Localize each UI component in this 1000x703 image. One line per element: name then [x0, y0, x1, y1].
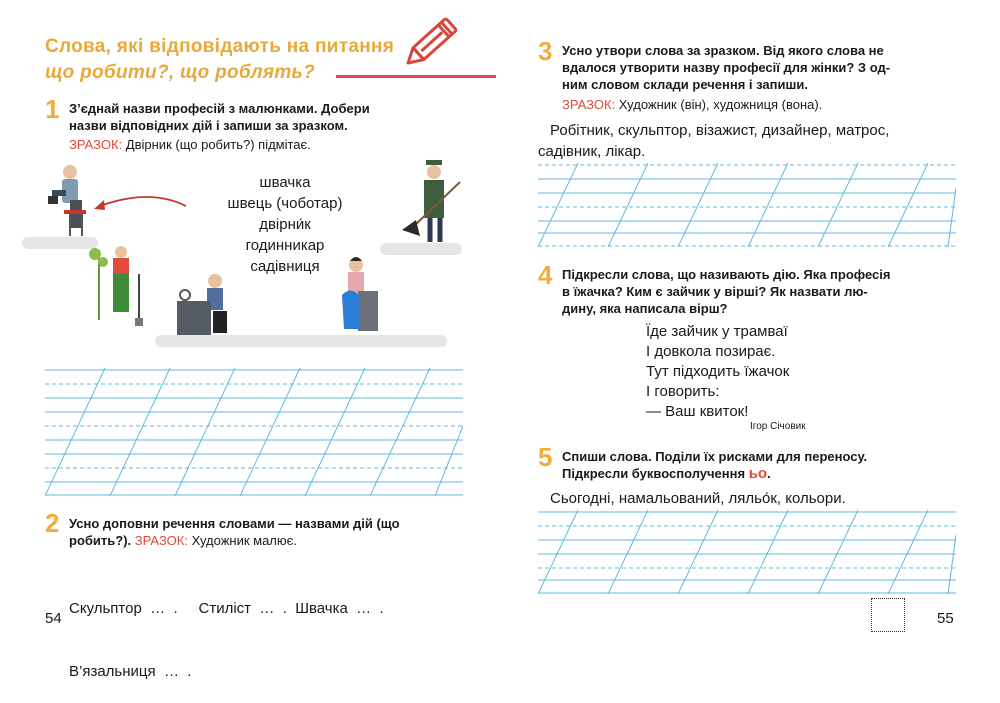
- task-5-line-2: Підкресли буквосполучення: [562, 466, 749, 481]
- task-3-words-line-1: Робітник, скульптор, візажист, дизайнер, матрос,: [550, 122, 890, 139]
- ground-platform: [380, 243, 462, 255]
- task-1-sample: [69, 136, 311, 153]
- page-number-right: 55: [937, 610, 954, 627]
- word-item: садівниця: [250, 258, 320, 275]
- task-4-line-3: дину, яка написала вірш?: [562, 301, 728, 316]
- title-line-1: Слова, які відповідають на питання: [45, 36, 395, 57]
- task-3-line-1: Усно утвори слова за зразком. Від якого слова не: [562, 43, 884, 58]
- task-3-line-3: ним словом склади речення і запиши.: [562, 77, 808, 92]
- task-1-line-2: назви відповідних дій і запиши за зразком.: [69, 118, 348, 133]
- janitor-illustration: [400, 160, 464, 244]
- page-number-left: 54: [45, 610, 62, 627]
- gardener-illustration: [85, 240, 147, 330]
- task-4-line-2: в їжачка? Ким є зайчик у вірші? Як назвати лю-: [562, 284, 868, 299]
- task-5-words: Сьогодні, намальований, ляльо́к, кольори.: [550, 490, 846, 507]
- sentences-line-1: Скульптор … . Стиліст … . Швачка … .: [69, 600, 384, 617]
- connect-arrow: [90, 188, 190, 220]
- sentences-line-2: В’язальниця … .: [69, 663, 192, 680]
- task-4-line-1: Підкресли слова, що називають дію. Яка професія: [562, 267, 891, 282]
- word-item: годинникар: [245, 237, 325, 254]
- handwriting-lines: [538, 163, 956, 247]
- task-1-line-1: З’єднай назви професій з малюнками. Добери: [69, 101, 370, 116]
- sample-label: ЗРАЗОК:: [134, 533, 188, 548]
- task-3-words: [538, 120, 956, 162]
- task-1-number: 1: [45, 94, 60, 124]
- sample-label: ЗРАЗОК:: [69, 137, 123, 152]
- pencil-icon: [398, 8, 470, 74]
- task-5-line-2-end: .: [767, 466, 771, 481]
- sample-label: ЗРАЗОК:: [562, 97, 616, 112]
- task-2-instruction: [69, 515, 461, 532]
- task-2-line-1: Усно доповни речення словами — назвами дій (що: [69, 516, 400, 531]
- task-2-sentences: [69, 556, 464, 703]
- check-box: [871, 598, 905, 632]
- task-5-instruction: [562, 448, 955, 482]
- task-3-words-line-2: садівник, лікар.: [538, 143, 646, 160]
- task-3-number: 3: [538, 36, 553, 66]
- sample-text: Художник малює.: [187, 533, 297, 548]
- word-item: швець (чоботар): [227, 195, 343, 212]
- task-3-sample: [562, 96, 822, 113]
- word-item: двірни́к: [259, 216, 311, 233]
- task-1-instruction: [69, 100, 461, 134]
- task-4-instruction: [562, 266, 955, 317]
- poem-author: Ігор Січовик: [750, 421, 806, 432]
- task-5-number: 5: [538, 442, 553, 472]
- poem: [646, 322, 789, 422]
- handwriting-lines: [45, 368, 463, 496]
- highlight-letters: ьо: [748, 465, 768, 482]
- task-2-number: 2: [45, 508, 60, 538]
- task-3-line-2: вдалося утворити назву професії для жінки? З од-: [562, 60, 891, 75]
- tailor-illustration: [338, 255, 388, 335]
- sample-text: Двірник (що робить?) підмітає.: [122, 137, 311, 152]
- shoemaker-illustration: [40, 160, 100, 240]
- task-4-number: 4: [538, 260, 553, 290]
- poem-line: І говорить:: [646, 383, 720, 400]
- word-item: швачка: [259, 174, 311, 191]
- poem-line: І довкола позирає.: [646, 343, 776, 360]
- title-underline: [336, 75, 496, 78]
- profession-words: [220, 172, 350, 277]
- task-5-line-1: Спиши слова. Поділи їх рисками для переносу.: [562, 449, 868, 464]
- watchmaker-illustration: [175, 265, 235, 337]
- poem-line: Їде зайчик у трамваї: [646, 323, 788, 340]
- poem-line: Тут підходить їжачок: [646, 363, 790, 380]
- poem-line: — Ваш квиток!: [646, 403, 749, 420]
- task-3-instruction: [562, 42, 955, 93]
- section-title: [45, 34, 394, 86]
- task-2-line-2-row: [69, 532, 297, 549]
- title-line-2: що робити?, що роблять?: [45, 62, 316, 83]
- task-2-line-2: робить?).: [69, 533, 132, 548]
- handwriting-lines: [538, 510, 956, 594]
- sample-text: Художник (він), художниця (вона).: [615, 97, 823, 112]
- task-5-line-2-row: [562, 465, 955, 482]
